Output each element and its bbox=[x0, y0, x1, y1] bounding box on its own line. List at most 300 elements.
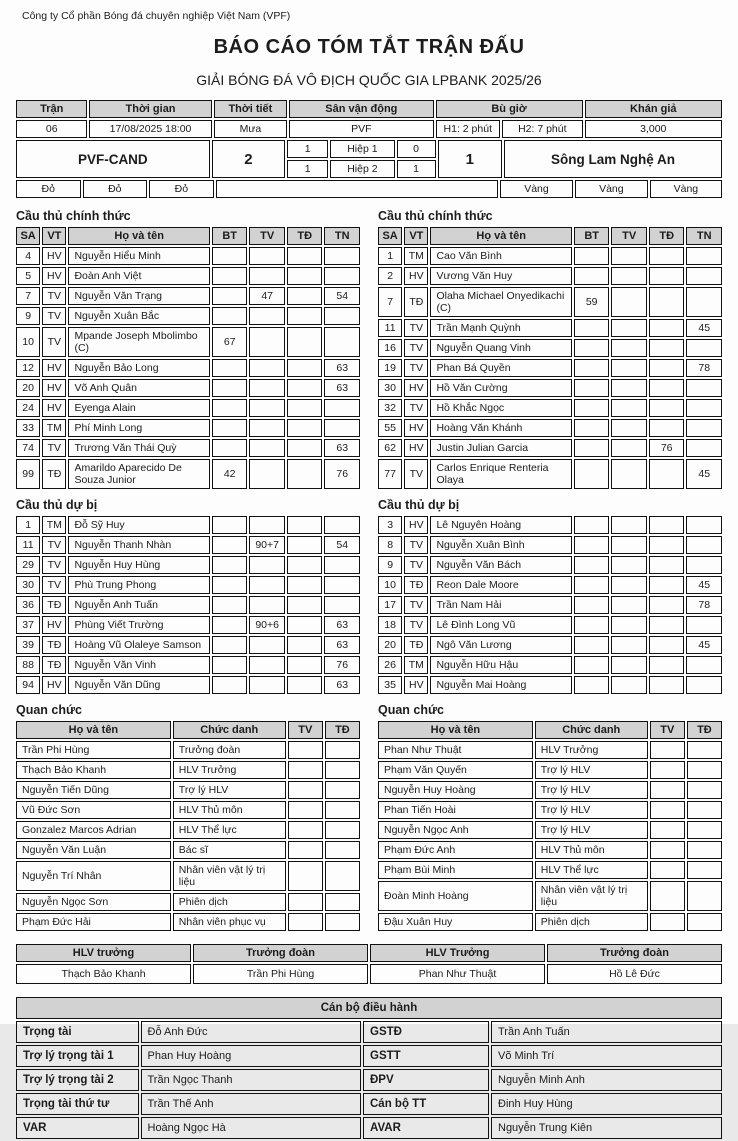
cell-red-min bbox=[649, 247, 685, 265]
official-row bbox=[378, 741, 722, 759]
player-row bbox=[16, 636, 360, 654]
away-subs-section bbox=[376, 491, 724, 696]
home-starting-title: Cầu thủ chính thức bbox=[16, 209, 131, 223]
home-head-coach: Thạch Bảo Khanh bbox=[16, 964, 191, 984]
cell-yellow-min bbox=[611, 636, 647, 654]
col-tv: TV bbox=[611, 227, 647, 245]
cell-yellow-min bbox=[611, 459, 647, 489]
cell-yellow-min bbox=[611, 379, 647, 397]
official-name: Đỗ Anh Đức bbox=[141, 1021, 362, 1043]
header-match-no: Trận bbox=[16, 100, 87, 118]
cell-official-role: Trưởng đoàn bbox=[173, 741, 286, 759]
cell-shirt-number: 39 bbox=[16, 636, 40, 654]
cell-yellow-min bbox=[249, 247, 285, 265]
col-tn: TN bbox=[686, 227, 722, 245]
col-tv: TV bbox=[650, 721, 685, 739]
cell-yellow-min bbox=[249, 307, 285, 325]
cell-yellow-min bbox=[611, 556, 647, 574]
cell-shirt-number: 88 bbox=[16, 656, 40, 674]
cell-position: HV bbox=[42, 616, 66, 634]
cell-red bbox=[687, 913, 722, 931]
cell-shirt-number: 74 bbox=[16, 439, 40, 457]
cell-sub-min: 45 bbox=[686, 576, 722, 594]
cell-red-min bbox=[649, 339, 685, 357]
cell-sub-min bbox=[324, 419, 360, 437]
cell-yellow-min bbox=[249, 379, 285, 397]
cell-player-name: Trần Nam Hải bbox=[430, 596, 571, 614]
cell-position: TV bbox=[404, 616, 428, 634]
cell-player-name: Hoàng Vũ Olaleye Samson bbox=[68, 636, 209, 654]
cell-yellow-min bbox=[611, 616, 647, 634]
cell-sub-min bbox=[324, 307, 360, 325]
cell-yellow bbox=[288, 861, 323, 891]
cell-shirt-number: 99 bbox=[16, 459, 40, 489]
page-title: BÁO CÁO TÓM TẮT TRẬN ĐẤU bbox=[213, 36, 525, 58]
cell-official-name: Nguyễn Trí Nhân bbox=[16, 861, 171, 891]
col-td: TĐ bbox=[649, 227, 685, 245]
player-row bbox=[16, 267, 360, 285]
cell-player-name: Nguyễn Quang Vinh bbox=[430, 339, 571, 357]
competition-subtitle: GIẢI BÓNG ĐÁ VÔ ĐỊCH QUỐC GIA LPBANK 2025/26 bbox=[196, 72, 542, 88]
header-datetime: Thời gian bbox=[89, 100, 211, 118]
teams-grid bbox=[14, 202, 724, 933]
cell-sub-min bbox=[686, 267, 722, 285]
cell-shirt-number: 8 bbox=[378, 536, 402, 554]
away-kit-color-2: Vàng bbox=[575, 180, 648, 198]
cell-red bbox=[687, 881, 722, 911]
player-row bbox=[378, 616, 722, 634]
cell-sub-min bbox=[324, 399, 360, 417]
away-starting-title: Cầu thủ chính thức bbox=[378, 209, 493, 223]
cell-goal-min bbox=[212, 516, 248, 534]
cell-shirt-number: 62 bbox=[378, 439, 402, 457]
cell-red-min bbox=[649, 419, 685, 437]
cell-goal-min bbox=[574, 516, 610, 534]
cell-official-name: Vũ Đức Sơn bbox=[16, 801, 171, 819]
cell-official-role: HLV Thể lực bbox=[535, 861, 648, 879]
cell-position: HV bbox=[404, 516, 428, 534]
home-kit-color-3: Đỏ bbox=[149, 180, 214, 198]
cell-yellow-min bbox=[249, 459, 285, 489]
official-role-label: GSTĐ bbox=[363, 1021, 489, 1043]
cell-official-name: Phạm Đức Anh bbox=[378, 841, 533, 859]
match-official-row bbox=[16, 1069, 722, 1091]
cell-position: TĐ bbox=[404, 636, 428, 654]
cell-position: TV bbox=[42, 327, 66, 357]
official-row bbox=[378, 821, 722, 839]
official-name: Trần Anh Tuấn bbox=[491, 1021, 722, 1043]
cell-red-min bbox=[649, 287, 685, 317]
cell-player-name: Reon Dale Moore bbox=[430, 576, 571, 594]
cell-player-name: Lê Nguyên Hoàng bbox=[430, 516, 571, 534]
col-official-name: Họ và tên bbox=[378, 721, 533, 739]
home-team-manager-label: Trưởng đoàn bbox=[193, 944, 368, 962]
official-row bbox=[378, 861, 722, 879]
cell-sub-min bbox=[686, 399, 722, 417]
match-info-block bbox=[14, 98, 724, 200]
cell-goal-min bbox=[212, 267, 248, 285]
cell-player-name: Olaha Michael Onyedikachi (C) bbox=[430, 287, 571, 317]
away-subs-table bbox=[376, 514, 724, 696]
cell-official-role: Phiên dịch bbox=[535, 913, 648, 931]
cell-shirt-number: 94 bbox=[16, 676, 40, 694]
cell-sub-min: 63 bbox=[324, 616, 360, 634]
cell-sub-min bbox=[324, 556, 360, 574]
half1-label: Hiệp 1 bbox=[330, 140, 395, 158]
cell-position: TV bbox=[42, 556, 66, 574]
official-name: Đinh Huy Hùng bbox=[491, 1093, 722, 1115]
official-row bbox=[378, 881, 722, 911]
player-row bbox=[16, 596, 360, 614]
cell-shirt-number: 11 bbox=[16, 536, 40, 554]
cell-player-name: Nguyễn Mai Hoàng bbox=[430, 676, 571, 694]
attendance: 3,000 bbox=[585, 120, 722, 138]
away-officials-table bbox=[376, 719, 724, 933]
cell-red bbox=[687, 801, 722, 819]
player-row bbox=[16, 516, 360, 534]
cell-position: TV bbox=[404, 399, 428, 417]
cell-red-min bbox=[287, 247, 323, 265]
cell-player-name: Nguyễn Bảo Long bbox=[68, 359, 209, 377]
cell-shirt-number: 35 bbox=[378, 676, 402, 694]
cell-shirt-number: 2 bbox=[378, 267, 402, 285]
away-team-manager: Hồ Lê Đức bbox=[547, 964, 722, 984]
cell-sub-min bbox=[686, 536, 722, 554]
player-row bbox=[16, 247, 360, 265]
stoppage-h1: H1: 2 phút bbox=[436, 120, 501, 138]
home-subs-table bbox=[14, 514, 362, 696]
away-kit-color-3: Vàng bbox=[650, 180, 722, 198]
cell-shirt-number: 12 bbox=[16, 359, 40, 377]
official-row bbox=[16, 893, 360, 911]
cell-position: TV bbox=[42, 287, 66, 305]
cell-official-role: Trợ lý HLV bbox=[535, 761, 648, 779]
player-row bbox=[16, 616, 360, 634]
cell-goal-min bbox=[212, 556, 248, 574]
player-row bbox=[16, 307, 360, 325]
cell-sub-min bbox=[686, 656, 722, 674]
cell-red-min bbox=[649, 359, 685, 377]
official-role-label: Cán bộ TT bbox=[363, 1093, 489, 1115]
col-name: Họ và tên bbox=[68, 227, 209, 245]
cell-goal-min bbox=[212, 616, 248, 634]
cell-shirt-number: 36 bbox=[16, 596, 40, 614]
cell-yellow-min bbox=[611, 656, 647, 674]
cell-goal-min: 59 bbox=[574, 287, 610, 317]
cell-player-name: Nguyễn Văn Bách bbox=[430, 556, 571, 574]
away-kit-color-1: Vàng bbox=[500, 180, 573, 198]
cell-goal-min bbox=[574, 596, 610, 614]
home-subs-title: Cầu thủ dự bị bbox=[16, 498, 98, 512]
cell-sub-min: 45 bbox=[686, 459, 722, 489]
cell-position: TM bbox=[42, 419, 66, 437]
home-kit-color-1: Đỏ bbox=[16, 180, 81, 198]
cell-shirt-number: 33 bbox=[16, 419, 40, 437]
home-starting-section bbox=[14, 202, 362, 491]
cell-shirt-number: 18 bbox=[378, 616, 402, 634]
cell-goal-min bbox=[212, 247, 248, 265]
home-team-manager: Trần Phi Hùng bbox=[193, 964, 368, 984]
player-row bbox=[16, 327, 360, 357]
cell-goal-min bbox=[212, 596, 248, 614]
cell-official-role: HLV Thủ môn bbox=[173, 801, 286, 819]
cell-position: HV bbox=[42, 359, 66, 377]
cell-player-name: Nguyễn Xuân Bắc bbox=[68, 307, 209, 325]
cell-position: TĐ bbox=[404, 287, 428, 317]
cell-red-min bbox=[287, 267, 323, 285]
player-row bbox=[16, 656, 360, 674]
player-row bbox=[378, 267, 722, 285]
cell-shirt-number: 11 bbox=[378, 319, 402, 337]
official-name: Võ Minh Trí bbox=[491, 1045, 722, 1067]
cell-red-min bbox=[649, 616, 685, 634]
cell-goal-min: 67 bbox=[212, 327, 248, 357]
cell-red-min bbox=[287, 287, 323, 305]
cell-player-name: Nguyễn Huy Hùng bbox=[68, 556, 209, 574]
col-official-role: Chức danh bbox=[535, 721, 648, 739]
cell-goal-min bbox=[574, 616, 610, 634]
official-name: Nguyễn Minh Anh bbox=[491, 1069, 722, 1091]
cell-player-name: Võ Anh Quân bbox=[68, 379, 209, 397]
cell-position: HV bbox=[404, 676, 428, 694]
cell-player-name: Lê Đình Long Vũ bbox=[430, 616, 571, 634]
official-row bbox=[16, 761, 360, 779]
cell-yellow bbox=[288, 801, 323, 819]
cell-red-min bbox=[287, 439, 323, 457]
cell-red-min bbox=[649, 576, 685, 594]
cell-red-min bbox=[287, 656, 323, 674]
cell-goal-min bbox=[574, 419, 610, 437]
cell-official-name: Nguyễn Ngọc Anh bbox=[378, 821, 533, 839]
cell-goal-min bbox=[212, 576, 248, 594]
away-subs-title: Cầu thủ dự bị bbox=[378, 498, 460, 512]
cell-red-min bbox=[287, 676, 323, 694]
cell-player-name: Eyenga Alain bbox=[68, 399, 209, 417]
cell-shirt-number: 55 bbox=[378, 419, 402, 437]
cell-shirt-number: 5 bbox=[16, 267, 40, 285]
col-td: TĐ bbox=[687, 721, 722, 739]
cell-sub-min: 76 bbox=[324, 459, 360, 489]
cell-goal-min bbox=[574, 656, 610, 674]
cell-sub-min bbox=[686, 419, 722, 437]
cell-shirt-number: 1 bbox=[378, 247, 402, 265]
cell-position: TV bbox=[42, 536, 66, 554]
cell-goal-min bbox=[574, 359, 610, 377]
official-row bbox=[16, 861, 360, 891]
cell-yellow bbox=[650, 801, 685, 819]
cell-yellow-min bbox=[611, 319, 647, 337]
cell-player-name: Nguyễn Xuân Bình bbox=[430, 536, 571, 554]
half2-label: Hiệp 2 bbox=[330, 160, 395, 178]
official-role-label: Trợ lý trọng tài 2 bbox=[16, 1069, 139, 1091]
cell-yellow-min bbox=[249, 267, 285, 285]
header-stadium: Sân vận động bbox=[289, 100, 433, 118]
player-row bbox=[378, 379, 722, 397]
cell-sub-min bbox=[686, 556, 722, 574]
cell-player-name: Nguyễn Hữu Hậu bbox=[430, 656, 571, 674]
home-team-name: PVF-CAND bbox=[16, 140, 210, 178]
match-official-row bbox=[16, 1093, 722, 1115]
cell-shirt-number: 10 bbox=[16, 327, 40, 357]
cell-sub-min: 54 bbox=[324, 536, 360, 554]
cell-red-min bbox=[649, 656, 685, 674]
official-role-label: Trợ lý trọng tài 1 bbox=[16, 1045, 139, 1067]
cell-player-name: Carlos Enrique Renteria Olaya bbox=[430, 459, 571, 489]
home-head-coach-label: HLV trưởng bbox=[16, 944, 191, 962]
cell-sub-min: 78 bbox=[686, 359, 722, 377]
cell-yellow-min: 90+7 bbox=[249, 536, 285, 554]
cell-red-min bbox=[287, 359, 323, 377]
cell-yellow-min bbox=[249, 596, 285, 614]
home-officials-section bbox=[14, 696, 362, 933]
cell-official-name: Phan Như Thuật bbox=[378, 741, 533, 759]
cell-position: HV bbox=[404, 267, 428, 285]
cell-official-role: HLV Thể lực bbox=[173, 821, 286, 839]
home-starting-table bbox=[14, 225, 362, 491]
cell-goal-min bbox=[212, 359, 248, 377]
player-row bbox=[16, 459, 360, 489]
cell-red-min bbox=[649, 676, 685, 694]
cell-position: TV bbox=[404, 536, 428, 554]
cell-sub-min bbox=[686, 616, 722, 634]
official-row bbox=[16, 841, 360, 859]
cell-goal-min bbox=[574, 399, 610, 417]
match-official-row bbox=[16, 1045, 722, 1067]
cell-position: TV bbox=[404, 359, 428, 377]
official-row bbox=[16, 913, 360, 931]
cell-goal-min bbox=[212, 419, 248, 437]
header-weather: Thời tiết bbox=[214, 100, 288, 118]
half1-home-goals: 1 bbox=[287, 140, 328, 158]
match-official-row bbox=[16, 1021, 722, 1043]
cell-player-name: Cao Văn Bình bbox=[430, 247, 571, 265]
cell-shirt-number: 32 bbox=[378, 399, 402, 417]
cell-goal-min bbox=[212, 636, 248, 654]
cell-goal-min bbox=[574, 247, 610, 265]
cell-official-name: Phan Tiến Hoài bbox=[378, 801, 533, 819]
col-td: TĐ bbox=[287, 227, 323, 245]
cell-player-name: Phí Minh Long bbox=[68, 419, 209, 437]
cell-shirt-number: 77 bbox=[378, 459, 402, 489]
cell-red bbox=[687, 861, 722, 879]
official-role-label: Trọng tài bbox=[16, 1021, 139, 1043]
player-row bbox=[378, 656, 722, 674]
cell-red-min bbox=[649, 459, 685, 489]
cell-player-name: Nguyễn Văn Trạng bbox=[68, 287, 209, 305]
cell-shirt-number: 20 bbox=[16, 379, 40, 397]
cell-position: HV bbox=[404, 439, 428, 457]
cell-player-name: Phù Trung Phong bbox=[68, 576, 209, 594]
cell-position: TV bbox=[404, 596, 428, 614]
cell-yellow bbox=[650, 781, 685, 799]
cell-official-name: Nguyễn Ngọc Sơn bbox=[16, 893, 171, 911]
cell-position: TV bbox=[404, 319, 428, 337]
col-bt: BT bbox=[574, 227, 610, 245]
header-stoppage: Bù giờ bbox=[436, 100, 583, 118]
player-row bbox=[16, 287, 360, 305]
official-role-label: Trọng tài thứ tư bbox=[16, 1093, 139, 1115]
player-row bbox=[378, 536, 722, 554]
cell-sub-min: 63 bbox=[324, 359, 360, 377]
player-row bbox=[378, 339, 722, 357]
cell-sub-min bbox=[324, 596, 360, 614]
cell-yellow-min bbox=[611, 339, 647, 357]
cell-sub-min: 63 bbox=[324, 676, 360, 694]
official-name: Nguyễn Trung Kiên bbox=[491, 1117, 722, 1139]
cell-sub-min bbox=[686, 287, 722, 317]
cell-sub-min bbox=[686, 676, 722, 694]
cell-yellow-min bbox=[249, 419, 285, 437]
cell-yellow-min: 90+6 bbox=[249, 616, 285, 634]
cell-official-role: Phiên dịch bbox=[173, 893, 286, 911]
match-datetime: 17/08/2025 18:00 bbox=[89, 120, 211, 138]
cell-yellow bbox=[650, 841, 685, 859]
cell-player-name: Phan Bá Quyền bbox=[430, 359, 571, 377]
cell-yellow-min bbox=[249, 439, 285, 457]
cell-red bbox=[687, 741, 722, 759]
cell-player-name: Nguyễn Hiểu Minh bbox=[68, 247, 209, 265]
cell-red bbox=[687, 781, 722, 799]
cell-official-role: Nhân viên vật lý trị liệu bbox=[173, 861, 286, 891]
cell-yellow-min bbox=[611, 439, 647, 457]
cell-official-role: Bác sĩ bbox=[173, 841, 286, 859]
cell-official-role: Trợ lý HLV bbox=[173, 781, 286, 799]
cell-player-name: Vương Văn Huy bbox=[430, 267, 571, 285]
match-no: 06 bbox=[16, 120, 87, 138]
cell-sub-min: 63 bbox=[324, 439, 360, 457]
cell-official-name: Đoàn Minh Hoàng bbox=[378, 881, 533, 911]
cell-official-name: Thạch Bảo Khanh bbox=[16, 761, 171, 779]
cell-position: TV bbox=[42, 439, 66, 457]
cell-sub-min bbox=[686, 247, 722, 265]
cell-goal-min bbox=[212, 656, 248, 674]
cell-goal-min bbox=[574, 676, 610, 694]
cell-yellow-min bbox=[249, 556, 285, 574]
cell-red-min bbox=[287, 616, 323, 634]
cell-yellow-min bbox=[249, 656, 285, 674]
cell-sub-min: 78 bbox=[686, 596, 722, 614]
cell-shirt-number: 4 bbox=[16, 247, 40, 265]
cell-goal-min bbox=[212, 287, 248, 305]
cell-goal-min bbox=[574, 267, 610, 285]
cell-position: TĐ bbox=[42, 596, 66, 614]
cell-official-role: Trợ lý HLV bbox=[535, 821, 648, 839]
cell-yellow bbox=[650, 881, 685, 911]
cell-player-name: Nguyễn Thanh Nhàn bbox=[68, 536, 209, 554]
player-row bbox=[378, 556, 722, 574]
cell-official-name: Nguyễn Huy Hoàng bbox=[378, 781, 533, 799]
cell-goal-min bbox=[212, 379, 248, 397]
cell-red-min bbox=[287, 459, 323, 489]
cell-goal-min: 42 bbox=[212, 459, 248, 489]
official-role-label: AVAR bbox=[363, 1117, 489, 1139]
cell-sub-min bbox=[324, 576, 360, 594]
cell-official-role: HLV Trưởng bbox=[535, 741, 648, 759]
cell-player-name: Nguyễn Văn Dũng bbox=[68, 676, 209, 694]
player-row bbox=[378, 287, 722, 317]
cell-yellow-min bbox=[249, 359, 285, 377]
player-row bbox=[378, 359, 722, 377]
player-row bbox=[378, 576, 722, 594]
cell-red-min bbox=[287, 536, 323, 554]
cell-player-name: Hoàng Văn Khánh bbox=[430, 419, 571, 437]
cell-shirt-number: 7 bbox=[378, 287, 402, 317]
cell-position: TĐ bbox=[42, 636, 66, 654]
home-officials-title: Quan chức bbox=[16, 703, 83, 717]
cell-sub-min bbox=[686, 339, 722, 357]
cell-yellow-min bbox=[611, 247, 647, 265]
coaches-table bbox=[14, 942, 724, 986]
